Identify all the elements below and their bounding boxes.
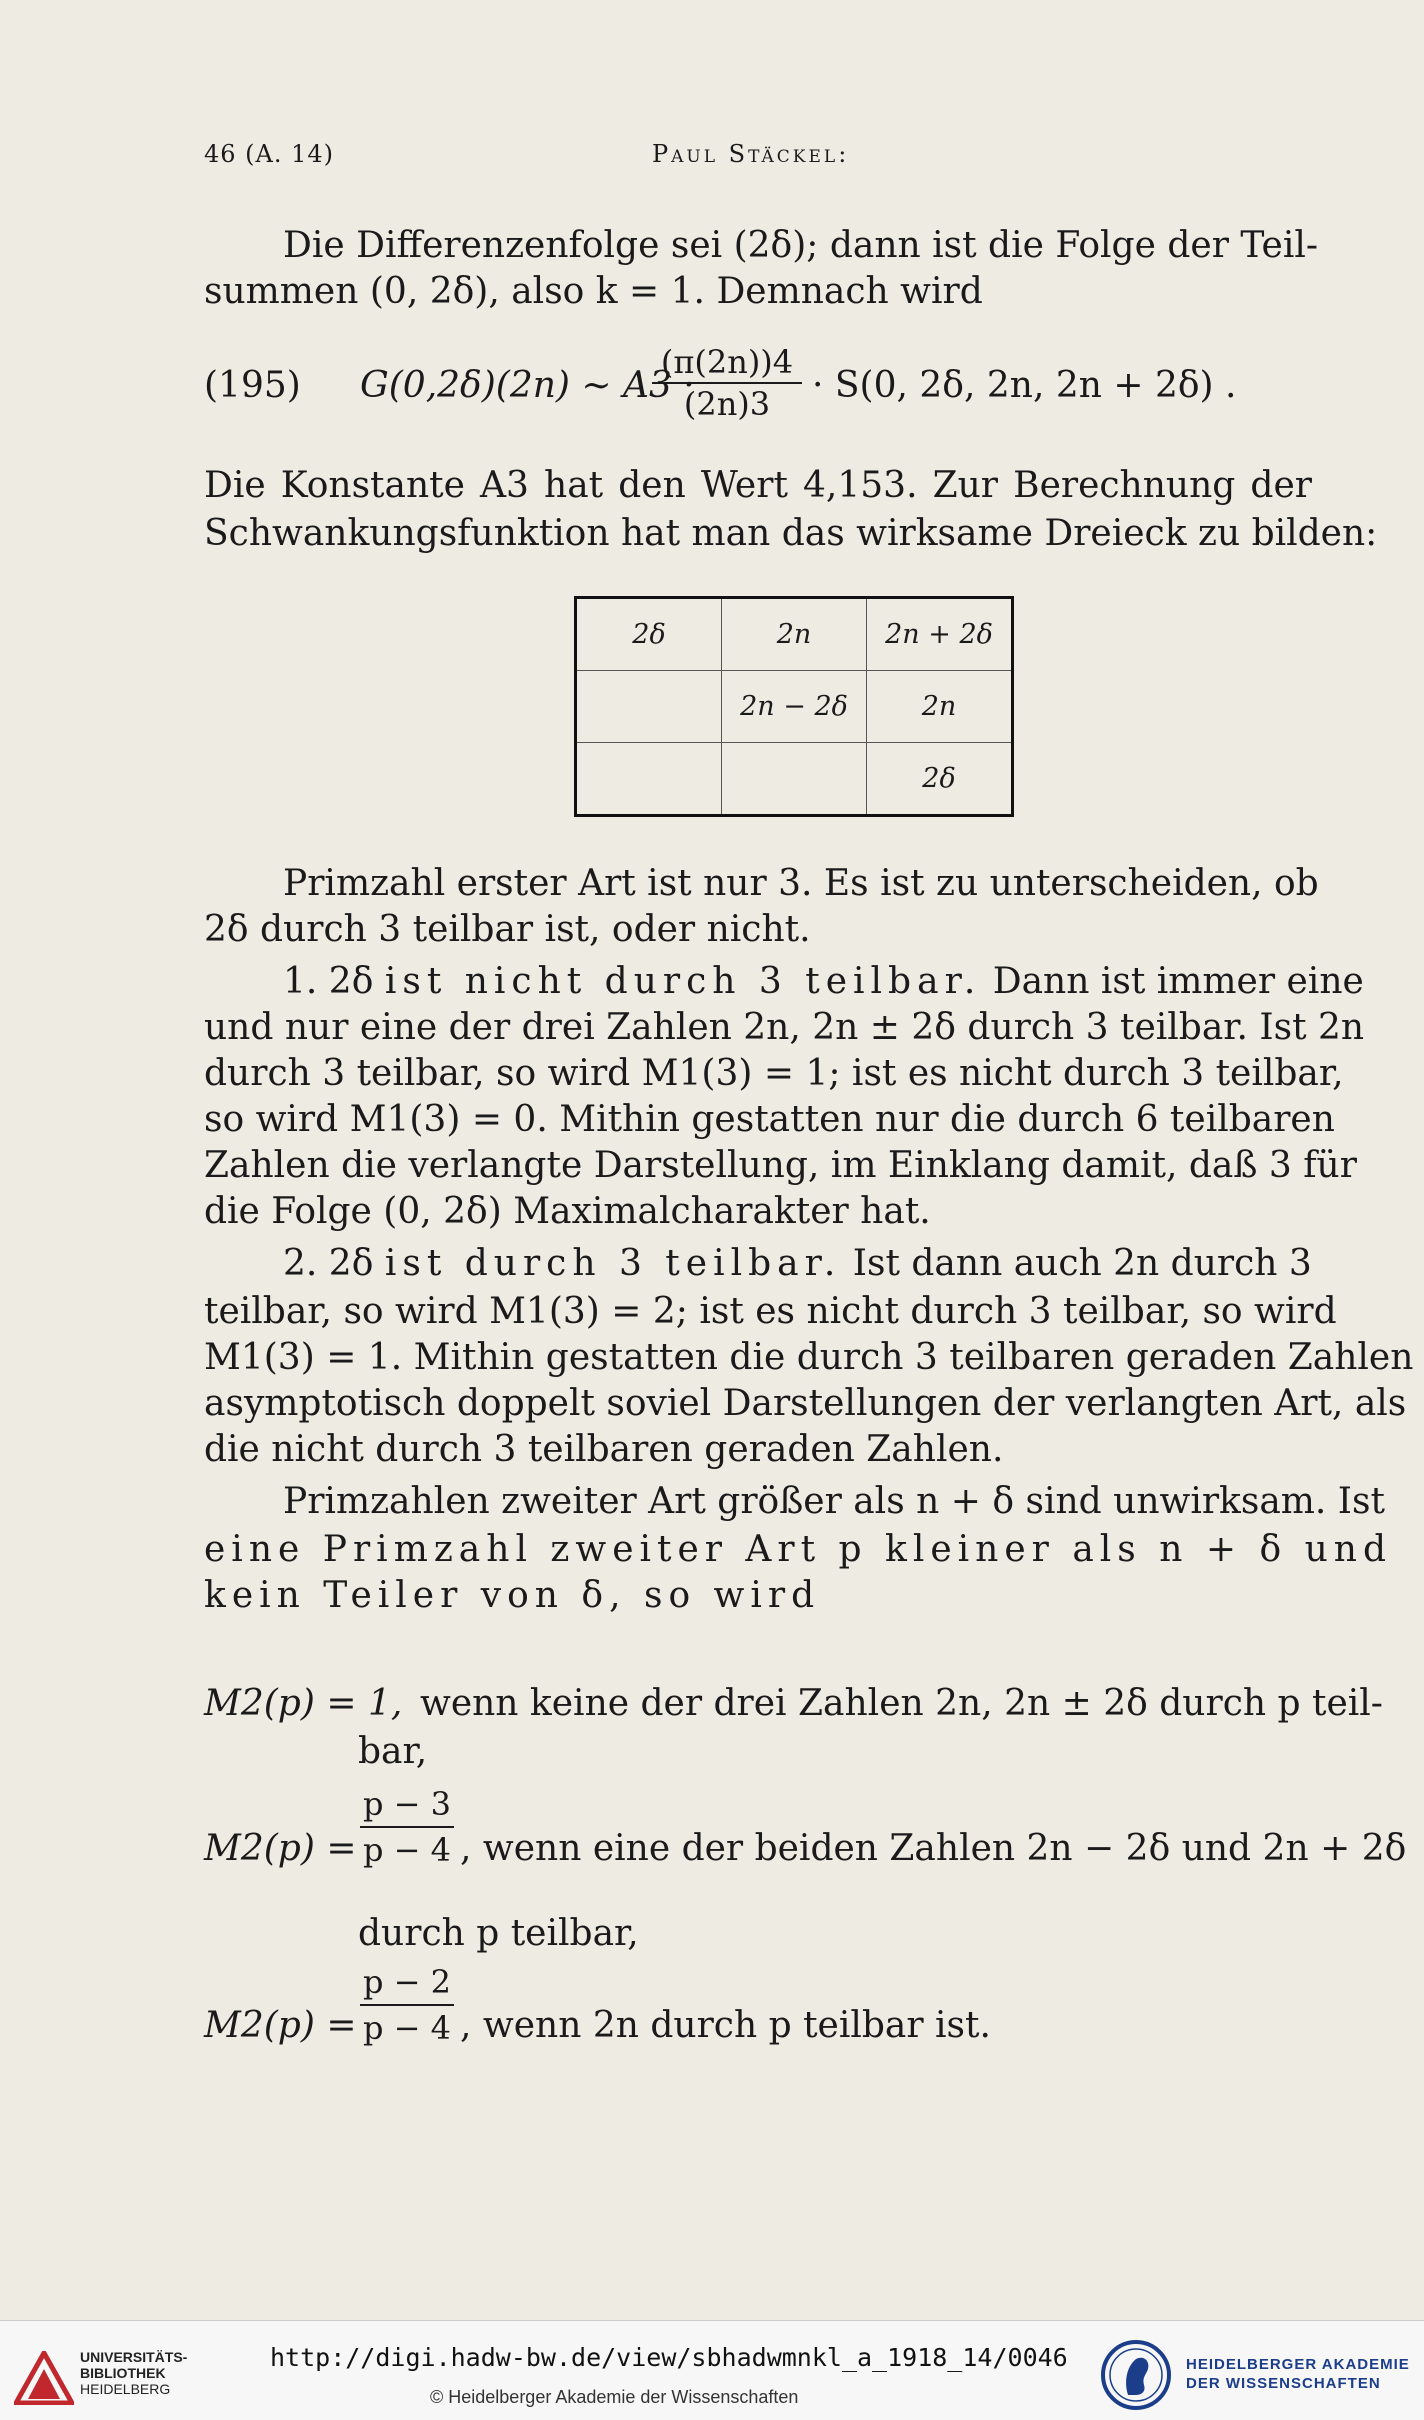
triangle-cell: 2δ xyxy=(576,598,722,671)
equation-number: (195) xyxy=(204,365,301,406)
triangle-cell: 2δ xyxy=(867,743,1013,816)
para1-line1: Die Differenzenfolge sei (2δ); dann ist die Folge der Teil- xyxy=(283,225,1319,266)
case1-line1 xyxy=(283,958,1364,1006)
m2c-numerator: p − 2 xyxy=(360,1960,454,2006)
equation-denominator: (2n)3 xyxy=(683,385,771,423)
case1-line2: und nur eine der drei Zahlen 2n, 2n ± 2δ durch 3 teilbar. Ist 2n xyxy=(204,1007,1365,1048)
para4-line1: Primzahlen zweiter Art größer als n + δ sind unwirksam. Ist xyxy=(283,1481,1385,1522)
m2c-denominator: p − 4 xyxy=(363,2009,451,2047)
triangle-cell xyxy=(576,671,722,743)
para2-line1: Die Konstante A3 hat den Wert 4,153. Zur Berechnung der xyxy=(204,465,1312,506)
m2b-text-line1: , wenn eine der beiden Zahlen 2n − 2δ und 2n + 2δ xyxy=(460,1828,1407,1869)
university-library-name xyxy=(80,2349,187,2397)
case1-line3: durch 3 teilbar, so wird M1(3) = 1; ist es nicht durch 3 teilbar, xyxy=(204,1053,1344,1094)
university-library-logo-icon xyxy=(14,2351,74,2405)
m2a-text-line1: wenn keine der drei Zahlen 2n, 2n ± 2δ durch p teil- xyxy=(420,1683,1383,1724)
footer-bar xyxy=(0,2320,1424,2420)
running-head-author: Paul Stäckel: xyxy=(652,140,850,168)
para2-line2: Schwankungsfunktion hat man das wirksame Dreieck zu bilden: xyxy=(204,513,1378,554)
m2a-lhs: M2(p) = 1, xyxy=(204,1683,403,1724)
m2b-denominator: p − 4 xyxy=(363,1831,451,1869)
triangle-cell: 2n xyxy=(722,598,867,671)
triangle-cell: 2n xyxy=(867,671,1013,743)
case2-line4: asymptotisch doppelt soviel Darstellungen der verlangten Art, als xyxy=(204,1383,1407,1424)
academy-line2: DER WISSENSCHAFTEN xyxy=(1186,2375,1381,2392)
case2-line1 xyxy=(283,1240,1312,1288)
triangle-cell: 2n − 2δ xyxy=(722,671,867,743)
case2-line2: teilbar, so wird M1(3) = 2; ist es nicht durch 3 teilbar, so wird xyxy=(204,1291,1337,1332)
para4-line3 xyxy=(204,1572,820,1620)
case2-rest: Ist dann auch 2n durch 3 xyxy=(852,1243,1312,1284)
ub-line3: HEIDELBERG xyxy=(80,2381,171,2397)
academy-line1: HEIDELBERGER AKADEMIE xyxy=(1186,2356,1410,2373)
academy-seal-icon xyxy=(1100,2339,1172,2411)
case1-number: 1. 2δ xyxy=(283,961,374,1002)
case1-line5: Zahlen die verlangte Darstellung, im Einklang damit, daß 3 für xyxy=(204,1145,1357,1186)
equation-numerator: (π(2n))4 xyxy=(652,342,802,384)
triangle-cell xyxy=(722,743,867,816)
para4-line2: eine Primzahl zweiter Art p kleiner als n + δ und xyxy=(204,1529,1392,1570)
m2b-text-line2: durch p teilbar, xyxy=(358,1913,639,1954)
triangle-cell: 2n + 2δ xyxy=(867,598,1013,671)
copyright-notice: © Heidelberger Akademie der Wissenschaften xyxy=(430,2387,799,2407)
para3-line2: 2δ durch 3 teilbar ist, oder nicht. xyxy=(204,909,811,950)
case2-line5: die nicht durch 3 teilbaren geraden Zahlen. xyxy=(204,1429,1004,1470)
m2c-text-line1: , wenn 2n durch p teilbar ist. xyxy=(460,2005,991,2046)
triangle-row xyxy=(576,598,1013,671)
m2c-lhs: M2(p) = xyxy=(204,2005,357,2046)
m2c-fraction xyxy=(360,1960,454,2050)
m2a-text-line2: bar, xyxy=(358,1731,428,1772)
triangle-cell xyxy=(576,743,722,816)
permalink-url[interactable]: http://digi.hadw-bw.de/view/sbhadwmnkl_a_1918_14/0046 xyxy=(270,2343,1068,2372)
triangle-row xyxy=(576,671,1013,743)
case2-number: 2. 2δ xyxy=(283,1243,374,1284)
case1-line6: die Folge (0, 2δ) Maximalcharakter hat. xyxy=(204,1191,931,1232)
ub-line2: BIBLIOTHEK xyxy=(80,2365,166,2381)
para1-line2: summen (0, 2δ), also k = 1. Demnach wird xyxy=(204,271,983,312)
case1-rest: Dann ist immer eine xyxy=(992,961,1364,1002)
page-reference: 46 (A. 14) xyxy=(204,140,335,168)
case1-line4: so wird M1(3) = 0. Mithin gestatten nur die durch 6 teilbaren xyxy=(204,1099,1335,1140)
case1-spaced-heading: ist nicht durch 3 teilbar. xyxy=(384,961,982,1002)
equation-lhs: G(0,2δ)(2n) ∼ A3 · xyxy=(360,365,695,406)
para3-line1: Primzahl erster Art ist nur 3. Es ist zu unterscheiden, ob xyxy=(283,863,1319,904)
equation-fraction xyxy=(652,342,802,424)
m2b-numerator: p − 3 xyxy=(360,1782,454,1828)
equation-rhs: · S(0, 2δ, 2n, 2n + 2δ) . xyxy=(812,365,1237,406)
case2-spaced-heading: ist durch 3 teilbar. xyxy=(384,1243,842,1284)
triangle-row xyxy=(576,743,1013,816)
academy-name xyxy=(1186,2355,1410,2393)
para4-line3-text: kein Teiler von δ, so wird xyxy=(204,1575,821,1616)
m2b-fraction xyxy=(360,1782,454,1872)
m2b-lhs: M2(p) = xyxy=(204,1828,357,1869)
effective-triangle-table xyxy=(574,596,1014,817)
ub-line1: UNIVERSITÄTS- xyxy=(80,2349,188,2365)
case2-line3: M1(3) = 1. Mithin gestatten die durch 3 teilbaren geraden Zahlen xyxy=(204,1337,1414,1378)
